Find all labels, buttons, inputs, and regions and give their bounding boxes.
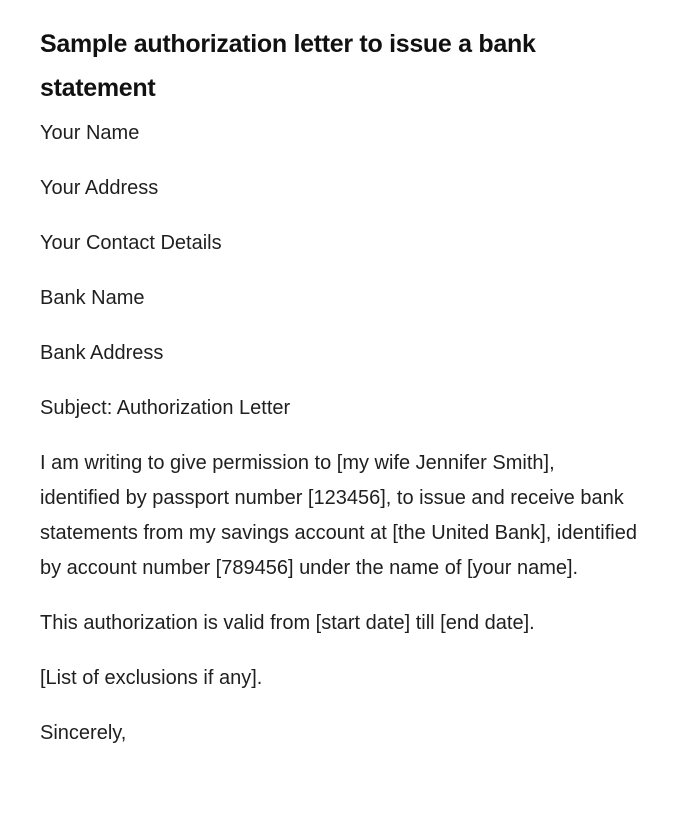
- letter-title: Sample authorization letter to issue a bank statement: [40, 30, 536, 102]
- exclusions-line: [List of exclusions if any].: [40, 667, 263, 689]
- sender-name: Your Name: [40, 122, 140, 144]
- bank-address: Bank Address: [40, 342, 164, 364]
- closing-line: Sincerely,: [40, 722, 127, 744]
- bank-name: Bank Name: [40, 287, 145, 309]
- sender-address: Your Address: [40, 177, 159, 199]
- sender-contact-details: Your Contact Details: [40, 232, 222, 254]
- letter-body-paragraph: I am writing to give permission to [my wife Jennifer Smith], identified by passport number [123456], to issue and receive bank statements from my savings account at [the United Bank], identified by account number [789456] under the name of [your name].: [40, 452, 637, 579]
- validity-statement: This authorization is valid from [start date] till [end date].: [40, 612, 535, 634]
- subject-line: Subject: Authorization Letter: [40, 397, 291, 419]
